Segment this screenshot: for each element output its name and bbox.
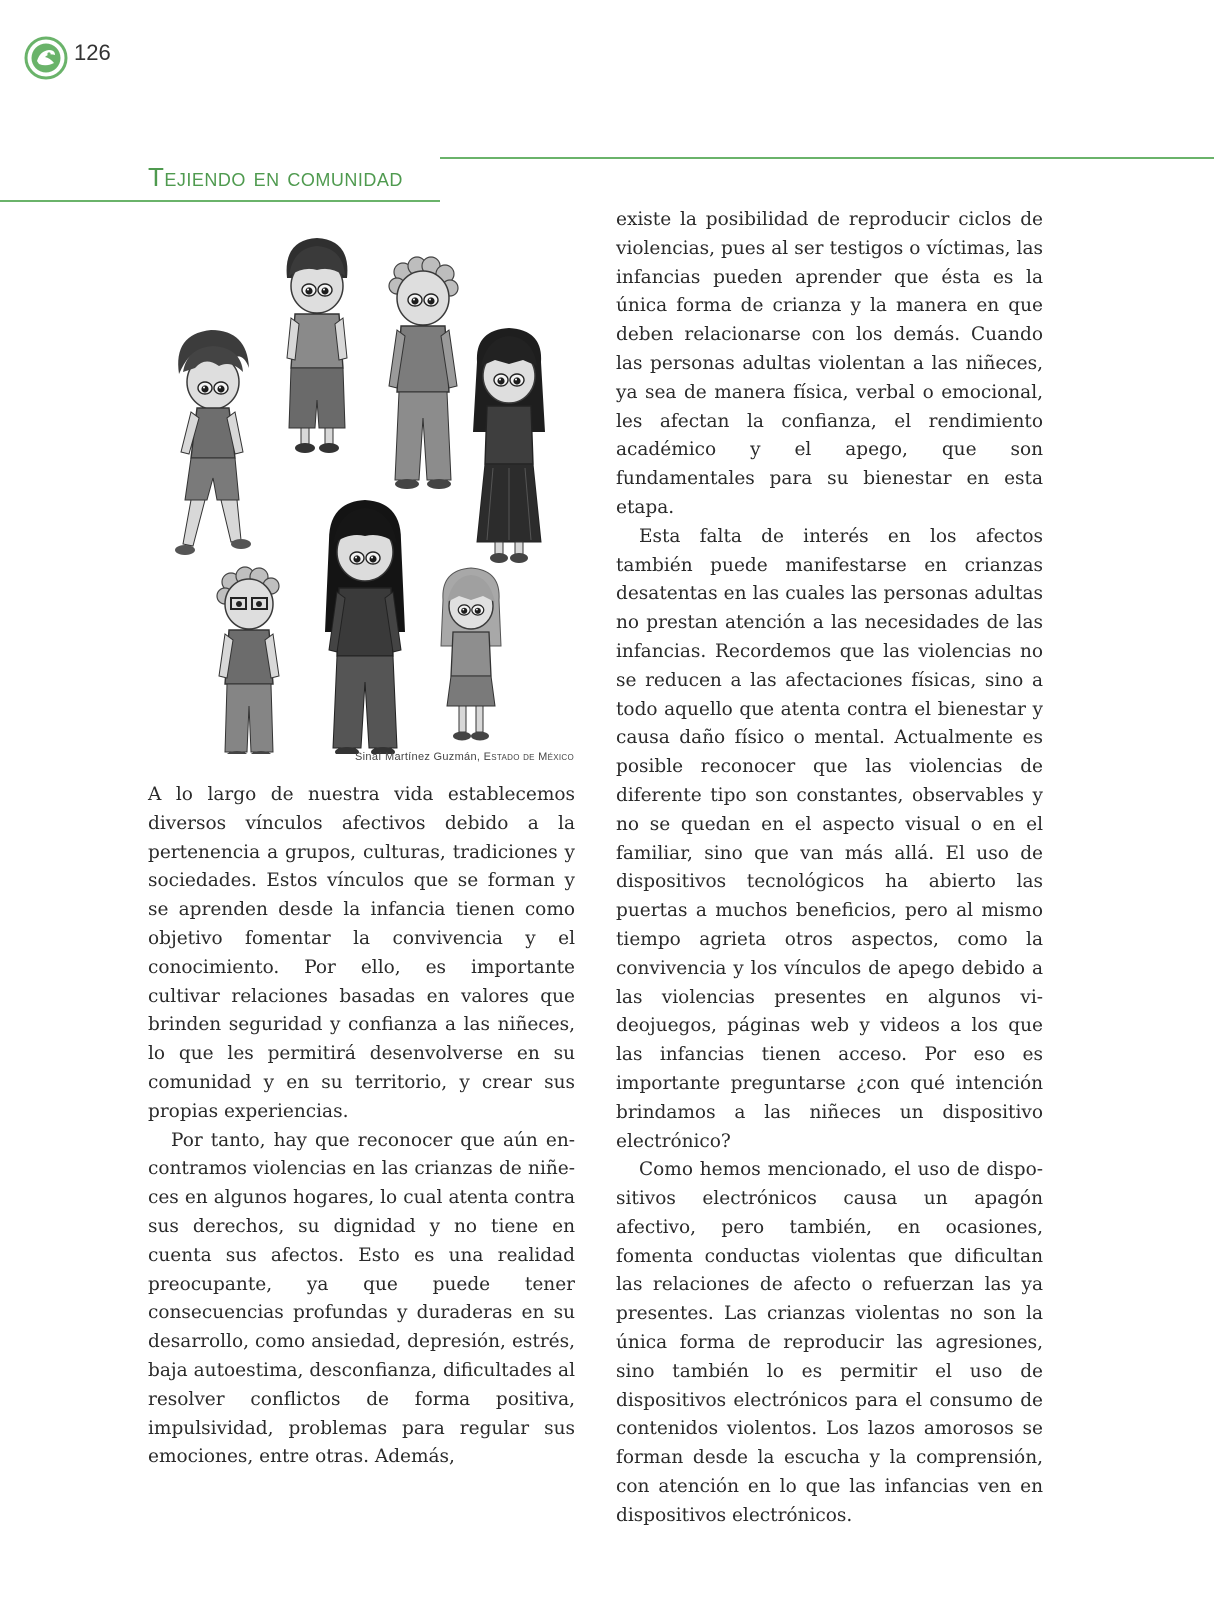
child-figure (217, 567, 279, 754)
header-rule-top (440, 157, 1214, 159)
credit-name: Sinaí Martínez Guzmán, (355, 751, 484, 763)
child-figure (441, 568, 501, 741)
child-figure (389, 257, 458, 489)
page-number: 126 (74, 40, 111, 65)
paragraph: A lo largo de nuestra vida establecemos diversos vínculos afectivos debido a la pertenencia a grupos, culturas, tradiciones y sociedades. Estos vínculos que se forman y se aprenden desde la infancia tienen como objetivo fomentar la convivencia y el conocimiento. Por ello, es importante cultivar relaciones basadas en valores que brinden seguridad y confianza a las niñeces, lo que les permitirá desenvolverse en su comunidad y en su territorio, y crear sus propias experiencias. (148, 784, 575, 1122)
paragraph: Como hemos mencionado, el uso de dispositivos electrónicos causa un apagón afectivo, pero también, en ocasiones, fomenta conductas violentas que dificultan las relaciones de afecto o refuerzan las ya presentes. Las crianzas violentas no son la única forma de reproducir las agresiones, sino también lo es permitir el uso de dispositivos electrónicos para el consumo de contenidos violentos. Los lazos amorosos se forman desde la escucha y la comprensión, con atención en lo que las infancias ven en dispositivos electrónicos. (616, 1159, 1043, 1526)
child-figure (325, 500, 405, 754)
illustration-credit (148, 751, 574, 763)
left-text-column (148, 781, 575, 1472)
paragraph: Esta falta de interés en los afectos también puede manifestarse en crianzas desatentas en las cuales las personas adultas no prestan atención a las necesidades de las infancias. Recordemos que las violencias no se reducen a las afectaciones físicas, sino a todo aquello que atenta contra el bienestar y causa daño físico o mental. Actualmente es posible reconocer que las violencias de diferente tipo son constantes, observables y no se quedan en el aspecto visual o en el familiar, sino que van más allá. El uso de dispositivos tecnológicos ha abierto las puertas a muchos beneficios, pero al mismo tiempo agrieta otros aspectos, como la convivencia y los vínculos de apego debido a las violencias presentes en algunos videojuegos, páginas web y videos a los que las infancias tienen acceso. Por eso es importante preguntarse ¿con qué intención brindamos a las niñeces un dispositivo electrónico? (616, 525, 1043, 1152)
children-drawing-illustration (165, 222, 575, 754)
community-logo-icon (24, 36, 68, 80)
right-text-column (616, 206, 1043, 1531)
credit-place: Estado de México (483, 751, 574, 763)
header-rule-bottom (0, 200, 440, 202)
child-figure (473, 328, 545, 563)
section-title: Tejiendo en comunidad (148, 162, 403, 192)
paragraph: Por tanto, hay que reconocer que aún encontramos violencias en las crianzas de niñeces en algunos hogares, lo cual atenta contra sus derechos, su dignidad y no tiene en cuenta sus afectos. Esto es una realidad preocupante, ya que puede tener consecuencias profundas y duraderas en su desarrollo, como ansiedad, depresión, estrés, baja autoestima, desconfianza, dificultades al resolver conflictos de forma positiva, impulsividad, problemas para regular sus emociones, entre otras. Además, (148, 1129, 575, 1468)
paragraph: existe la posibilidad de reproducir ciclos de violencias, pues al ser testigos o víctimas, las infancias pueden aprender que ésta es la única forma de crianza y la manera en que deben relacionarse con los demás. Cuando las personas adultas violentan a las niñeces, ya sea de manera física, verbal o emocional, les afectan la confianza, el rendimiento académico y el apego, que son fundamentales para su bienestar en esta etapa. (616, 209, 1043, 518)
child-figure (287, 238, 348, 453)
child-figure (175, 330, 251, 555)
